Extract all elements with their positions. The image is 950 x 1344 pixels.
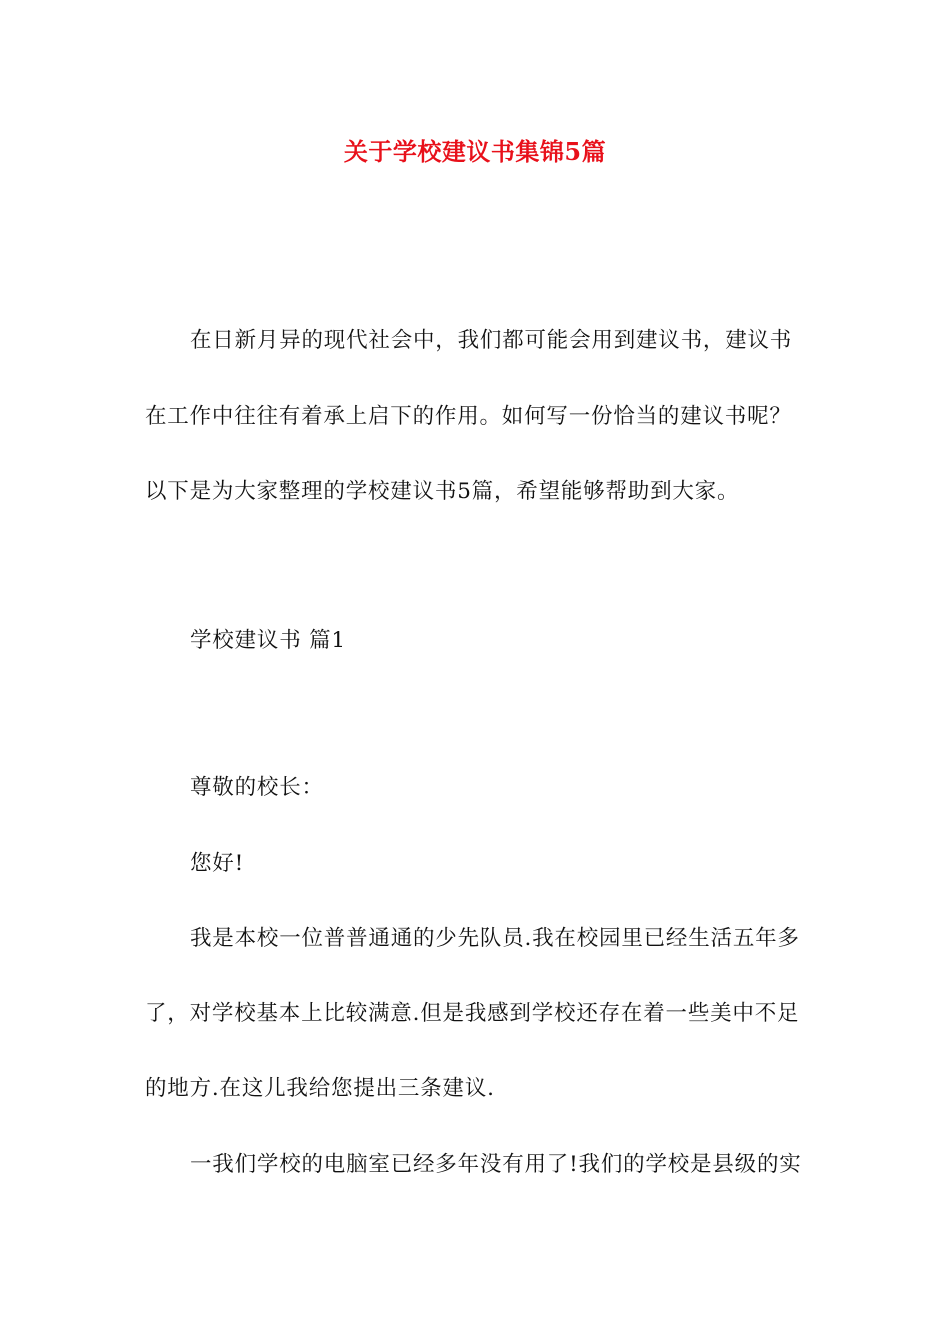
greeting: 您好! [190, 851, 245, 876]
intro-line-1: 在日新月异的现代社会中，我们都可能会用到建议书，建议书 [190, 328, 793, 353]
salutation: 尊敬的校长： [190, 775, 324, 800]
body-line-4: 一我们学校的电脑室已经多年没有用了!我们的学校是县级的实 [190, 1152, 802, 1177]
body-line-3: 的地方.在这儿我给您提出三条建议. [145, 1076, 495, 1101]
section-heading: 学校建议书 篇1 [190, 628, 346, 653]
document-title: 关于学校建议书集锦5篇 [343, 137, 607, 166]
intro-line-2: 在工作中往往有着承上启下的作用。如何写一份恰当的建议书呢？ [145, 404, 792, 429]
intro-line-3: 以下是为大家整理的学校建议书5篇，希望能够帮助到大家。 [145, 479, 740, 504]
body-line-1: 我是本校一位普普通通的少先队员.我在校园里已经生活五年多 [190, 926, 800, 951]
body-line-2: 了，对学校基本上比较满意.但是我感到学校还存在着一些美中不足 [145, 1001, 800, 1026]
